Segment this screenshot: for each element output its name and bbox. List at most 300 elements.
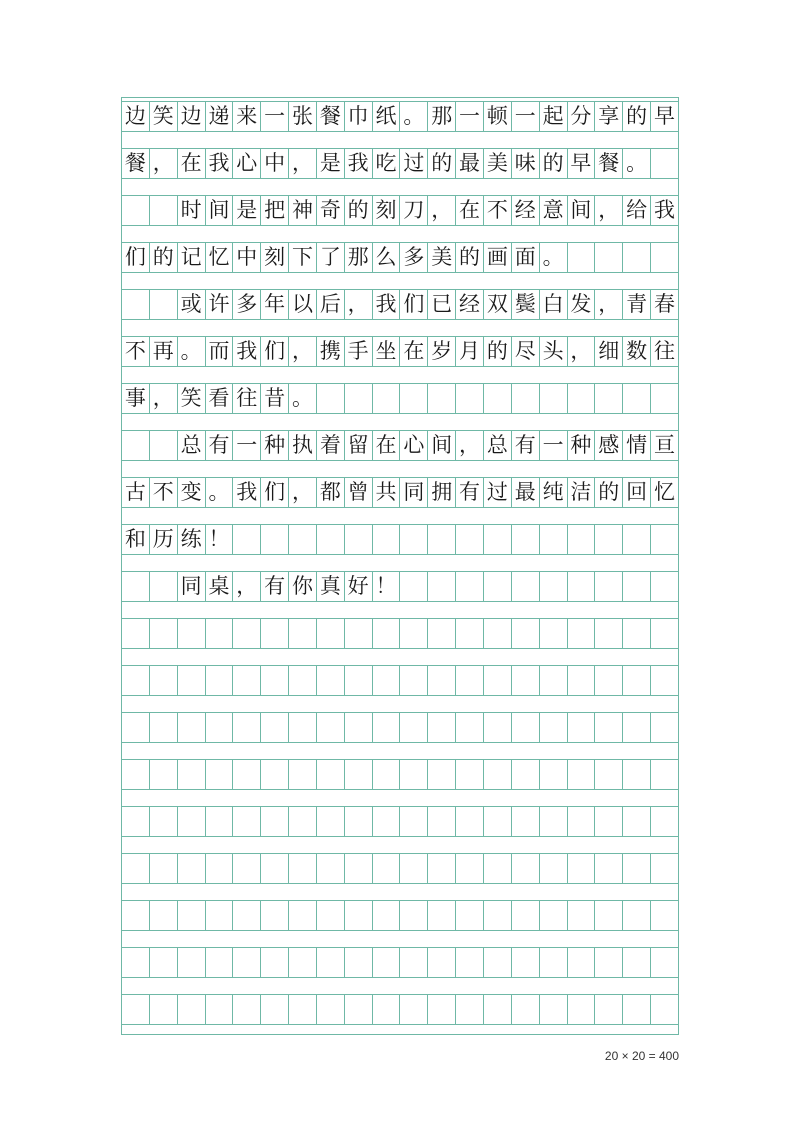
- grid-cell: [399, 525, 427, 554]
- grid-cell: [260, 854, 288, 883]
- grid-cell: [232, 525, 260, 554]
- grid-cell: [260, 995, 288, 1024]
- grid-cell: [205, 713, 233, 742]
- grid-cell: [399, 384, 427, 413]
- grid-cell: 已: [427, 290, 455, 319]
- grid-cell: 着: [316, 431, 344, 460]
- grid-cell: [622, 525, 650, 554]
- grid-cell: ，: [344, 290, 372, 319]
- grid-cell: [260, 619, 288, 648]
- grid-cell: [455, 572, 483, 601]
- grid-cell: [622, 619, 650, 648]
- grid-cell: ，: [149, 149, 177, 178]
- grid-cell: [316, 713, 344, 742]
- grid-cell: [455, 854, 483, 883]
- grid-cell: 间: [427, 431, 455, 460]
- grid-cell: [288, 948, 316, 977]
- grid-row: [122, 665, 678, 696]
- grid-cell: [622, 901, 650, 930]
- grid-cell: 有: [455, 478, 483, 507]
- grid-cell: 张: [288, 102, 316, 131]
- grid-cell: 们: [260, 478, 288, 507]
- grid-cell: [427, 807, 455, 836]
- grid-cell: 享: [594, 102, 622, 131]
- grid-cell: [372, 807, 400, 836]
- grid-cell: 种: [260, 431, 288, 460]
- grid-cell: 过: [399, 149, 427, 178]
- grid-cell: 看: [205, 384, 233, 413]
- grid-cell: [344, 713, 372, 742]
- grid-cell: 在: [455, 196, 483, 225]
- grid-row: [122, 336, 678, 367]
- grid-cell: 我: [232, 478, 260, 507]
- grid-cell: [650, 572, 678, 601]
- grid-cell: [539, 666, 567, 695]
- grid-cell: 了: [316, 243, 344, 272]
- grid-cell: 总: [177, 431, 205, 460]
- grid-cell: 么: [372, 243, 400, 272]
- grid-row: [122, 524, 678, 555]
- grid-cell: [149, 572, 177, 601]
- grid-cell: 那: [427, 102, 455, 131]
- grid-cell: [483, 760, 511, 789]
- grid-cell: [511, 666, 539, 695]
- grid-cell: 有: [205, 431, 233, 460]
- grid-cell: 是: [232, 196, 260, 225]
- grid-row: [122, 712, 678, 743]
- grid-cell: [344, 384, 372, 413]
- grid-cell: [511, 525, 539, 554]
- grid-cell: [483, 713, 511, 742]
- grid-cell: [260, 666, 288, 695]
- grid-cell: [316, 901, 344, 930]
- grid-cell: 顿: [483, 102, 511, 131]
- grid-cell: 边: [177, 102, 205, 131]
- grid-cell: 月: [455, 337, 483, 366]
- grid-cell: [372, 619, 400, 648]
- grid-cell: 边: [124, 104, 146, 128]
- grid-size-label: 20 × 20 = 400: [604, 1049, 679, 1063]
- grid-cell: 白: [539, 290, 567, 319]
- grid-cell: 面: [511, 243, 539, 272]
- grid-cell: 手: [344, 337, 372, 366]
- grid-cell: [594, 901, 622, 930]
- grid-cell: 有: [511, 431, 539, 460]
- grid-cell: 不: [124, 339, 146, 363]
- grid-cell: [567, 760, 595, 789]
- grid-cell: [622, 243, 650, 272]
- grid-cell: 我: [232, 337, 260, 366]
- grid-cell: [650, 901, 678, 930]
- grid-cell: [594, 384, 622, 413]
- grid-cell: [149, 431, 177, 460]
- grid-cell: [122, 666, 149, 695]
- grid-cell: 吃: [372, 149, 400, 178]
- grid-cell: [650, 525, 678, 554]
- grid-cell: 的: [149, 243, 177, 272]
- grid-cell: [149, 854, 177, 883]
- grid-cell: [622, 572, 650, 601]
- grid-row: [122, 242, 678, 273]
- grid-cell: [288, 760, 316, 789]
- grid-cell: [316, 995, 344, 1024]
- grid-cell: 纯: [539, 478, 567, 507]
- grid-cell: 的: [622, 102, 650, 131]
- grid-cell: [567, 948, 595, 977]
- grid-cell: [483, 384, 511, 413]
- grid-cell: [427, 525, 455, 554]
- grid-cell: [316, 807, 344, 836]
- grid-cell: 。: [399, 102, 427, 131]
- grid-cell: [344, 901, 372, 930]
- grid-cell: [594, 760, 622, 789]
- grid-cell: [149, 995, 177, 1024]
- grid-cell: 。: [539, 243, 567, 272]
- grid-cell: [122, 196, 149, 225]
- grid-cell: 分: [567, 102, 595, 131]
- grid-cell: [344, 948, 372, 977]
- grid-cell: [483, 901, 511, 930]
- grid-cell: 刻: [260, 243, 288, 272]
- grid-cell: [232, 666, 260, 695]
- grid-cell: ，: [232, 572, 260, 601]
- grid-cell: ，: [594, 290, 622, 319]
- grid-cell: [344, 760, 372, 789]
- grid-cell: [567, 525, 595, 554]
- grid-cell: 我: [650, 196, 678, 225]
- grid-cell: [650, 948, 678, 977]
- grid-cell: 。: [205, 478, 233, 507]
- grid-cell: [205, 760, 233, 789]
- grid-row: [122, 947, 678, 978]
- grid-cell: [288, 666, 316, 695]
- grid-cell: [511, 995, 539, 1024]
- grid-cell: [455, 525, 483, 554]
- grid-cell: [122, 619, 149, 648]
- grid-cell: [316, 854, 344, 883]
- grid-cell: 头: [539, 337, 567, 366]
- grid-cell: [539, 901, 567, 930]
- grid-cell: [594, 619, 622, 648]
- grid-cell: [511, 384, 539, 413]
- grid-cell: 最: [455, 149, 483, 178]
- grid-cell: [399, 713, 427, 742]
- grid-cell: ，: [288, 149, 316, 178]
- grid-cell: [511, 948, 539, 977]
- grid-cell: [567, 666, 595, 695]
- grid-row: [122, 195, 678, 226]
- grid-cell: [650, 149, 678, 178]
- grid-cell: [122, 713, 149, 742]
- grid-cell: 心: [232, 149, 260, 178]
- grid-cell: [372, 948, 400, 977]
- grid-cell: [399, 807, 427, 836]
- grid-cell: 笑: [149, 102, 177, 131]
- grid-cell: [511, 807, 539, 836]
- grid-row: [122, 477, 678, 508]
- grid-cell: [372, 760, 400, 789]
- grid-cell: 和: [124, 527, 146, 551]
- grid-cell: 笑: [177, 384, 205, 413]
- grid-cell: 们: [260, 337, 288, 366]
- grid-cell: 历: [149, 525, 177, 554]
- grid-cell: [622, 760, 650, 789]
- grid-cell: [232, 901, 260, 930]
- grid-cell: [205, 901, 233, 930]
- grid-row: [122, 759, 678, 790]
- grid-cell: 好: [344, 572, 372, 601]
- grid-cell: [399, 854, 427, 883]
- grid-cell: 同: [177, 572, 205, 601]
- grid-row: [122, 994, 678, 1025]
- grid-cell: [567, 619, 595, 648]
- grid-cell: 下: [288, 243, 316, 272]
- grid-cell: [177, 995, 205, 1024]
- grid-cell: 来: [232, 102, 260, 131]
- grid-cell: 们: [399, 290, 427, 319]
- grid-cell: [455, 807, 483, 836]
- grid-cell: [372, 901, 400, 930]
- grid-cell: [650, 713, 678, 742]
- grid-cell: 年: [260, 290, 288, 319]
- grid-cell: [205, 807, 233, 836]
- grid-cell: [539, 619, 567, 648]
- grid-cell: 我: [205, 149, 233, 178]
- grid-cell: [427, 760, 455, 789]
- grid-cell: [427, 901, 455, 930]
- grid-cell: 青: [622, 290, 650, 319]
- grid-cell: [427, 995, 455, 1024]
- grid-cell: [594, 713, 622, 742]
- grid-cell: [483, 619, 511, 648]
- grid-cell: [149, 196, 177, 225]
- grid-cell: 起: [539, 102, 567, 131]
- grid-cell: 巾: [344, 102, 372, 131]
- grid-cell: [344, 525, 372, 554]
- grid-cell: 双: [483, 290, 511, 319]
- grid-cell: [372, 666, 400, 695]
- grid-cell: [511, 572, 539, 601]
- grid-cell: [288, 901, 316, 930]
- grid-cell: 种: [567, 431, 595, 460]
- grid-cell: [650, 619, 678, 648]
- grid-cell: [427, 666, 455, 695]
- grid-cell: 我: [344, 149, 372, 178]
- grid-cell: [650, 854, 678, 883]
- grid-row: [122, 430, 678, 461]
- grid-cell: [650, 807, 678, 836]
- grid-row: [122, 853, 678, 884]
- grid-cell: [205, 854, 233, 883]
- grid-cell: [483, 995, 511, 1024]
- grid-cell: 记: [177, 243, 205, 272]
- grid-cell: 中: [260, 149, 288, 178]
- grid-cell: [594, 807, 622, 836]
- grid-cell: [594, 854, 622, 883]
- grid-cell: 。: [622, 149, 650, 178]
- grid-cell: 亘: [650, 431, 678, 460]
- grid-cell: 回: [622, 478, 650, 507]
- grid-cell: 感: [594, 431, 622, 460]
- grid-cell: [511, 619, 539, 648]
- grid-cell: ！: [205, 525, 233, 554]
- grid-cell: 而: [205, 337, 233, 366]
- grid-cell: [177, 854, 205, 883]
- grid-cell: [511, 713, 539, 742]
- composition-grid-paper: [121, 97, 679, 1035]
- grid-cell: 多: [232, 290, 260, 319]
- grid-cell: 情: [622, 431, 650, 460]
- grid-cell: [122, 807, 149, 836]
- grid-cell: ，: [594, 196, 622, 225]
- grid-cell: [539, 525, 567, 554]
- grid-cell: 忆: [205, 243, 233, 272]
- grid-cell: [288, 619, 316, 648]
- grid-cell: 一: [455, 102, 483, 131]
- grid-cell: [399, 619, 427, 648]
- grid-cell: [399, 666, 427, 695]
- grid-cell: 你: [288, 572, 316, 601]
- grid-cell: [122, 854, 149, 883]
- grid-cell: [399, 901, 427, 930]
- grid-cell: [455, 901, 483, 930]
- grid-cell: [539, 760, 567, 789]
- grid-cell: 早: [650, 102, 678, 131]
- grid-row: [122, 618, 678, 649]
- grid-cell: [344, 854, 372, 883]
- grid-row: [122, 806, 678, 837]
- grid-cell: 过: [483, 478, 511, 507]
- grid-cell: [232, 995, 260, 1024]
- grid-cell: [427, 572, 455, 601]
- grid-cell: [149, 290, 177, 319]
- grid-cell: 美: [483, 149, 511, 178]
- grid-cell: 给: [622, 196, 650, 225]
- grid-cell: [288, 995, 316, 1024]
- grid-cell: [539, 854, 567, 883]
- grid-cell: [427, 854, 455, 883]
- grid-cell: [232, 760, 260, 789]
- grid-cell: 心: [399, 431, 427, 460]
- grid-cell: 的: [483, 337, 511, 366]
- grid-cell: [122, 901, 149, 930]
- grid-cell: [177, 948, 205, 977]
- grid-cell: [205, 666, 233, 695]
- grid-cell: [399, 948, 427, 977]
- grid-cell: [316, 619, 344, 648]
- grid-cell: ，: [288, 478, 316, 507]
- grid-cell: [483, 807, 511, 836]
- grid-cell: [483, 948, 511, 977]
- grid-cell: [427, 948, 455, 977]
- grid-cell: [260, 525, 288, 554]
- grid-cell: [539, 572, 567, 601]
- grid-cell: 画: [483, 243, 511, 272]
- grid-cell: 留: [344, 431, 372, 460]
- grid-cell: 意: [539, 196, 567, 225]
- grid-cell: 曾: [344, 478, 372, 507]
- grid-cell: [149, 807, 177, 836]
- grid-cell: [260, 807, 288, 836]
- grid-cell: [372, 713, 400, 742]
- grid-cell: [372, 995, 400, 1024]
- grid-cell: [539, 807, 567, 836]
- grid-cell: 春: [650, 290, 678, 319]
- grid-cell: [622, 854, 650, 883]
- grid-cell: [650, 995, 678, 1024]
- grid-cell: [232, 948, 260, 977]
- grid-cell: [594, 525, 622, 554]
- grid-cell: [594, 243, 622, 272]
- grid-cell: [177, 713, 205, 742]
- grid-cell: [455, 384, 483, 413]
- grid-cell: 数: [622, 337, 650, 366]
- grid-cell: 变: [177, 478, 205, 507]
- grid-cell: [650, 760, 678, 789]
- grid-cell: [594, 995, 622, 1024]
- grid-cell: [427, 384, 455, 413]
- grid-cell: [539, 713, 567, 742]
- grid-cell: [650, 384, 678, 413]
- grid-cell: [149, 948, 177, 977]
- grid-cell: [539, 948, 567, 977]
- grid-cell: [149, 760, 177, 789]
- grid-cell: 或: [177, 290, 205, 319]
- grid-cell: 经: [511, 196, 539, 225]
- grid-cell: [260, 760, 288, 789]
- grid-cell: 真: [316, 572, 344, 601]
- grid-cell: [594, 666, 622, 695]
- grid-cell: 是: [316, 149, 344, 178]
- grid-cell: [288, 525, 316, 554]
- grid-cell: [122, 431, 149, 460]
- grid-cell: 携: [316, 337, 344, 366]
- grid-cell: 同: [399, 478, 427, 507]
- grid-cell: 许: [205, 290, 233, 319]
- grid-cell: 练: [177, 525, 205, 554]
- grid-cell: 我: [372, 290, 400, 319]
- grid-cell: [288, 854, 316, 883]
- grid-cell: [288, 807, 316, 836]
- grid-cell: 共: [372, 478, 400, 507]
- grid-cell: 的: [455, 243, 483, 272]
- grid-cell: [316, 666, 344, 695]
- grid-row: [122, 571, 678, 602]
- grid-cell: 尽: [511, 337, 539, 366]
- grid-cell: [122, 572, 149, 601]
- grid-cell: [316, 384, 344, 413]
- grid-cell: [455, 948, 483, 977]
- grid-cell: [232, 854, 260, 883]
- grid-cell: 都: [316, 478, 344, 507]
- grid-cell: [455, 995, 483, 1024]
- grid-cell: [205, 948, 233, 977]
- grid-cell: [316, 760, 344, 789]
- grid-cell: 间: [567, 196, 595, 225]
- grid-cell: 有: [260, 572, 288, 601]
- grid-cell: 昔: [260, 384, 288, 413]
- grid-cell: [149, 619, 177, 648]
- grid-cell: [177, 807, 205, 836]
- grid-cell: 餐: [594, 149, 622, 178]
- grid-cell: [511, 854, 539, 883]
- grid-cell: [372, 854, 400, 883]
- grid-cell: 餐: [124, 151, 146, 175]
- grid-cell: [567, 243, 595, 272]
- grid-cell: 。: [288, 384, 316, 413]
- grid-cell: 事: [124, 386, 146, 410]
- grid-cell: 一: [511, 102, 539, 131]
